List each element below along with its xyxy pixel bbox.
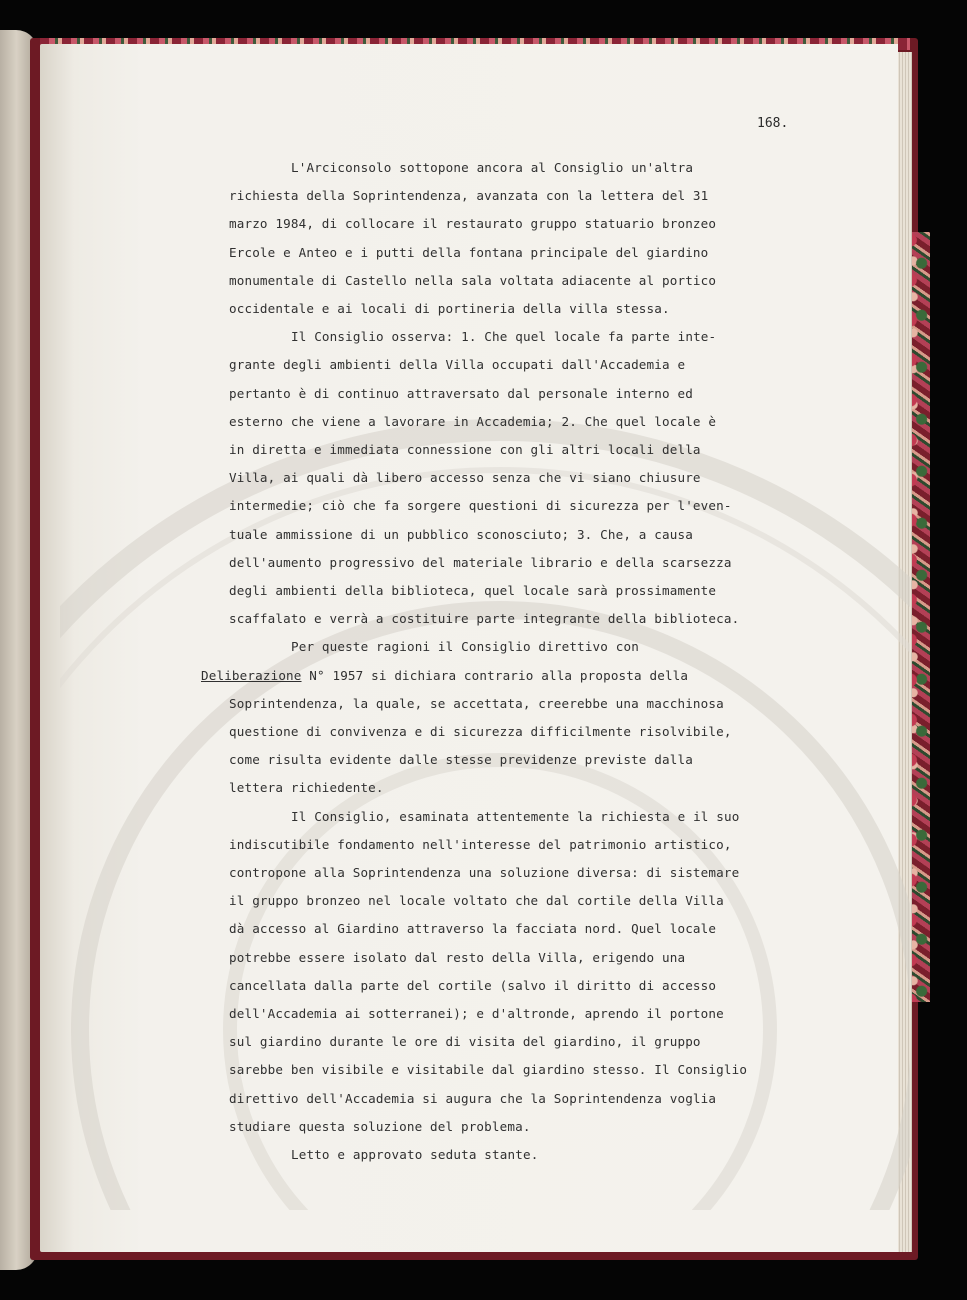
paragraph-1-line: occidentale e ai locali di portineria della villa stessa. bbox=[229, 301, 670, 316]
paragraph-2-line: scaffalato e verrà a costituire parte integrante della biblioteca. bbox=[229, 611, 740, 627]
paragraph-2-line: intermedie; ciò che fa sorgere questioni di sicurezza per l'even- bbox=[229, 498, 732, 514]
paragraph-4-line: il gruppo bronzeo nel locale voltato che dal cortile della Villa bbox=[229, 893, 724, 909]
paragraph-2-line: Il Consiglio osserva: 1. Che quel locale fa parte inte- bbox=[291, 329, 717, 345]
paragraph-4-line: indiscutibile fondamento nell'interesse del patrimonio artistico, bbox=[229, 836, 732, 852]
closing-line: Letto e approvato seduta stante. bbox=[291, 1147, 539, 1162]
paragraph-1-line: richiesta della Soprintendenza, avanzata con la lettera del 31 bbox=[229, 188, 709, 204]
paragraph-2-line: degli ambienti della biblioteca, quel locale sarà prossimamente bbox=[229, 583, 717, 598]
deliberation-text: N° 1957 si dichiara contrario alla proposta della bbox=[301, 667, 689, 683]
paragraph-2-line: dell'aumento progressivo del materiale librario e della scarsezza bbox=[229, 554, 732, 570]
paragraph-2-line: grante degli ambienti della Villa occupati dall'Accademia e bbox=[229, 357, 686, 373]
paragraph-4-line: dell'Accademia ai sotterranei); e d'altronde, aprendo il portone bbox=[229, 1006, 724, 1021]
paragraph-2-line: esterno che viene a lavorare in Accademia; 2. Che quel locale è bbox=[229, 413, 717, 429]
deliberation-label: Deliberazione bbox=[201, 667, 302, 683]
paragraph-2-line: tuale ammissione di un pubblico sconosciuto; 3. Che, a causa bbox=[229, 526, 693, 542]
paragraph-2-line: Villa, ai quali dà libero accesso senza che vi siano chiusure bbox=[229, 470, 701, 486]
paragraph-1-line: L'Arciconsolo sottopone ancora al Consiglio un'altra bbox=[291, 160, 694, 175]
paragraph-4-line: studiare questa soluzione del problema. bbox=[229, 1118, 531, 1134]
paragraph-2-line: pertanto è di continuo attraversato dal personale interno ed bbox=[229, 385, 693, 401]
paragraph-2-line: in diretta e immediata connessione con gli altri locali della bbox=[229, 442, 701, 457]
paragraph-3-line: come risulta evidente dalle stesse previdenze previste dalla bbox=[229, 752, 693, 768]
paragraph-3-line: lettera richiedente. bbox=[229, 780, 384, 796]
paragraph-3-line: questione di convivenza e di sicurezza difficilmente risolvibile, bbox=[229, 724, 732, 739]
paragraph-4-line: dà accesso al Giardino attraverso la facciata nord. Quel locale bbox=[229, 921, 717, 937]
paragraph-3-line: Soprintendenza, la quale, se accettata, creerebbe una macchinosa bbox=[229, 695, 724, 711]
paragraph-1-line: marzo 1984, di collocare il restaurato gruppo statuario bronzeo bbox=[229, 216, 717, 232]
deliberation-line bbox=[201, 666, 688, 686]
paragraph-1-line: monumentale di Castello nella sala voltata adiacente al portico bbox=[229, 272, 717, 288]
paragraph-4-line: cancellata dalla parte del cortile (salvo il diritto di accesso bbox=[229, 977, 717, 993]
paragraph-4-line: direttivo dell'Accademia si augura che la Soprintendenza voglia bbox=[229, 1090, 717, 1106]
page-number: 168. bbox=[757, 116, 789, 131]
paragraph-4-line: sarebbe ben visibile e visitabile dal giardino stesso. Il Consiglio bbox=[229, 1062, 748, 1078]
paragraph-4-line: sul giardino durante le ore di visita del giardino, il gruppo bbox=[229, 1034, 701, 1050]
paragraph-3-line: Per queste ragioni il Consiglio direttivo con bbox=[291, 639, 639, 655]
paragraph-4-line: contropone alla Soprintendenza una soluzione diversa: di sistemare bbox=[229, 865, 740, 880]
paragraph-1-line: Ercole e Anteo e i putti della fontana principale del giardino bbox=[229, 244, 709, 260]
paragraph-4-line: Il Consiglio, esaminata attentemente la richiesta e il suo bbox=[291, 808, 740, 824]
paragraph-4-line: potrebbe essere isolato dal resto della Villa, erigendo una bbox=[229, 949, 686, 965]
